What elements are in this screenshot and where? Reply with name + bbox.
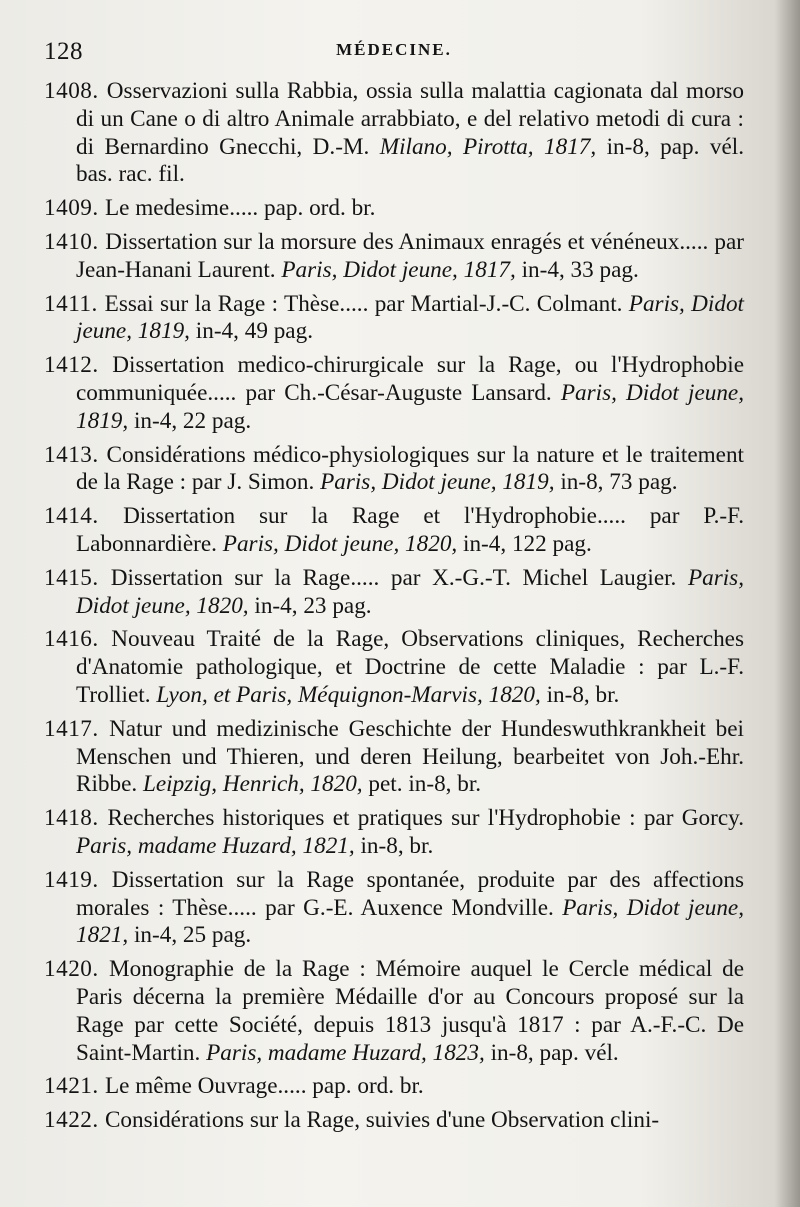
entry-imprint: Paris, Didot jeune, 1821, [76, 894, 745, 949]
entry-text: Nouveau Traité de la Rage, Observations cliniques, Recherches d'Anatomie pathologique, et Doctrine de cette Maladie : par L.-F. Trolliet. [76, 626, 745, 708]
entry-text: Dissertation sur la morsure des Animaux enragés et vénéneux..... par Jean-Hanani Laurent. [76, 228, 745, 283]
entry-imprint: Paris, Didot jeune, 1819, [76, 290, 744, 345]
catalog-entry [44, 195, 744, 223]
catalog-entry [44, 291, 744, 347]
entry-number: 1415. [44, 564, 99, 591]
catalog-entry [44, 805, 744, 861]
entry-text: Recherches historiques et pratiques sur l'Hydrophobie : par Gorcy. [107, 805, 745, 832]
entry-number: 1410. [44, 228, 99, 255]
entry-number: 1419. [44, 866, 99, 893]
catalog-entry [44, 503, 744, 559]
catalog-entry [44, 716, 744, 799]
entry-number: 1421. [44, 1073, 99, 1100]
entry-format: pet. in-8, br. [368, 771, 482, 798]
entry-number: 1416. [44, 626, 99, 653]
catalog-entry [44, 867, 744, 950]
entry-number: 1409. [44, 195, 99, 222]
entry-imprint: Paris, madame Huzard, 1821, [76, 832, 355, 859]
entry-imprint: Paris, madame Huzard, 1823, [206, 1039, 485, 1066]
entry-text: Le medesime..... pap. ord. br. [104, 195, 376, 222]
entry-text: Considérations médico-physiologiques sur la nature et le traitement de la Rage : par J. Simon. [76, 441, 744, 496]
entry-format: in-4, 23 pag. [254, 592, 372, 619]
entry-number: 1418. [44, 805, 99, 832]
entry-number: 1417. [44, 715, 99, 742]
entry-format: in-8, br. [546, 681, 620, 708]
entry-imprint: Milano, Pirotta, 1817, [379, 133, 597, 160]
entry-imprint: Paris, Didot jeune, 1817, [281, 256, 516, 283]
entry-format: in-4, 33 pag. [521, 256, 639, 283]
entry-text: Dissertation sur la Rage spontanée, produite par des affections morales : Thèse..... par G.-E. Auxence Mondville. [76, 866, 744, 921]
entry-text: Dissertation sur la Rage et l'Hydrophobie..... par P.-F. Labonnardière. [76, 503, 744, 557]
entry-number: 1412. [44, 352, 99, 379]
entry-number: 1422. [44, 1107, 99, 1134]
catalog-entry [44, 626, 744, 709]
entry-number: 1420. [44, 956, 99, 983]
entry-text: Osservazioni sulla Rabbia, ossia sulla malattia cagionata dal morso di un Cane o di altro Animale arrabbiato, e del relativo metodi di cura : di Bernardino Gnecchi, D.-M. [76, 78, 745, 160]
entry-text: Monographie de la Rage : Mémoire auquel le Cercle médical de Paris décerna la première Médaille d'or au Concours proposé sur la Rage par cette Société, depuis 1813 jusqu'à 1817 : par A.-F.-C. De Saint-Martin. [76, 956, 744, 1066]
catalog-entry [44, 78, 744, 189]
entry-format: in-4, 25 pag. [133, 922, 252, 949]
entry-imprint: Paris, Didot jeune, 1819, [76, 379, 745, 434]
entry-number: 1408. [44, 78, 99, 104]
entry-format: in-8, 73 pag. [560, 469, 678, 496]
entry-imprint: Lyon, et Paris, Méquignon-Marvis, 1820, [156, 681, 541, 708]
entry-text: Natur und medizinische Geschichte der Hundeswuthkrankheit bei Menschen und Thieren, und deren Heilung, bearbeitet von Joh.-Ehr. Ribbe. [76, 715, 745, 798]
entry-text: Le même Ouvrage..... pap. ord. br. [104, 1073, 424, 1100]
catalog-entry [44, 442, 744, 498]
entry-imprint: Paris, Didot jeune, 1820, [76, 564, 744, 619]
entry-text: Dissertation medico-chirurgicale sur la Rage, ou l'Hydrophobie communiquée..... par Ch.-César-Auguste Lansard. [76, 352, 744, 406]
entry-format: in-4, 122 pag. [463, 530, 592, 557]
entry-number: 1411. [44, 290, 98, 317]
entry-text: Dissertation sur la Rage..... par X.-G.-T. Michel Laugier. [110, 564, 677, 591]
entry-text: Considérations sur la Rage, suivies d'une Observation clini- [104, 1107, 660, 1134]
catalog-entry [44, 1107, 744, 1135]
entry-format: in-4, 22 pag. [133, 407, 252, 434]
catalog-entry [44, 229, 744, 285]
entry-text: Essai sur la Rage : Thèse..... par Martial-J.-C. Colmant. [104, 290, 623, 317]
entry-imprint: Paris, Didot jeune, 1819, [320, 469, 555, 496]
entry-list [44, 78, 744, 1135]
catalog-entry [44, 1073, 744, 1101]
entry-format: in-8, br. [360, 832, 434, 859]
entry-number: 1413. [44, 441, 99, 468]
entry-format: in-8, pap. vél. [490, 1039, 619, 1066]
entry-number: 1414. [44, 503, 99, 530]
entry-imprint: Leipzig, Henrich, 1820, [142, 771, 363, 798]
catalog-entry [44, 956, 744, 1067]
page-edge-shadow [774, 0, 800, 1207]
entry-format: in-4, 49 pag. [195, 318, 313, 345]
catalog-entry [44, 352, 744, 435]
section-title: MÉDECINE. [336, 40, 452, 59]
catalog-entry [44, 565, 744, 621]
entry-imprint: Paris, Didot jeune, 1820, [222, 530, 458, 557]
running-head [44, 38, 744, 74]
page-number: 128 [44, 38, 83, 65]
entry-format: in-8, pap. vél. bas. rac. fil. [76, 133, 744, 188]
